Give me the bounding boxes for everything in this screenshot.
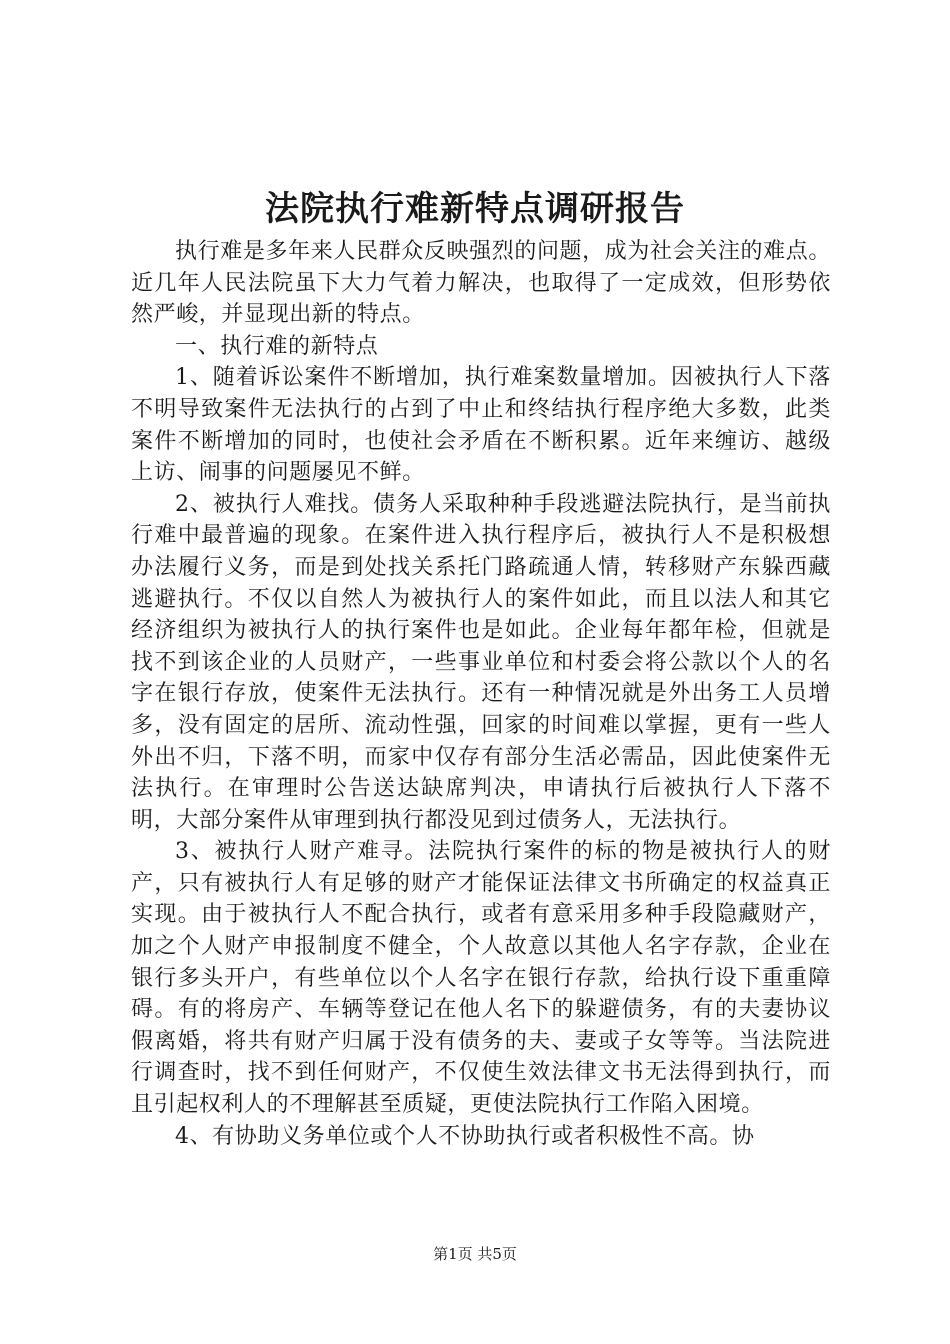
paragraph-point-4: 4、有协助义务单位或个人不协助执行或者积极性不高。协 [175,1123,755,1149]
paragraph-point-1: 1、随着诉讼案件不断增加，执行难案数量增加。因被执行人下落不明导致案件无法执行的占到了中止和终结执行程序绝大多数，此类案件不断增加的同时，也使社会矛盾在不断积累。近年来缠访、越级上访、闹事的问题屡见不鲜。 [131,365,831,486]
page-footer: 第1页 共5页 [433,1245,517,1263]
document-body [131,236,831,1152]
paragraph-point-3: 3、被执行人财产难寻。法院执行案件的标的物是被执行人的财产，只有被执行人有足够的财产才能保证法律文书所确定的权益真正实现。由于被执行人不配合执行，或者有意采用多种手段隐藏财产，加之个人财产申报制度不健全，个人故意以其他人名字存款，企业在银行多头开户，有些单位以个人名字在银行存款，给执行设下重重障碍。有的将房产、车辆等登记在他人名下的躲避债务，有的夫妻协议假离婚，将共有财产归属于没有债务的夫、妻或子女等等。当法院进行调查时，找不到任何财产，不仅使生效法律文书无法得到执行，而且引起权利人的不理解甚至质疑，更使法院执行工作陷入困境。 [131,839,831,1118]
paragraph-intro: 执行难是多年来人民群众反映强烈的问题，成为社会关注的难点。近几年人民法院虽下大力气着力解决，也取得了一定成效，但形势依然严峻，并显现出新的特点。 [131,239,831,328]
document-title: 法院执行难新特点调研报告 [265,189,685,229]
paragraph-point-2: 2、被执行人难找。债务人采取种种手段逃避法院执行，是当前执行难中最普遍的现象。在案件进入执行程序后，被执行人不是积极想办法履行义务，而是到处找关系托门路疏通人情，转移财产东躲西藏逃避执行。不仅以自然人为被执行人的案件如此，而且以法人和其它经济组织为被执行人的执行案件也是如此。企业每年都年检，但就是找不到该企业的人员财产，一些事业单位和村委会将公款以个人的名字在银行存放，使案件无法执行。还有一种情况就是外出务工人员增多，没有固定的居所、流动性强，回家的时间难以掌握，更有一些人外出不归，下落不明，而家中仅存有部分生活必需品，因此使案件无法执行。在审理时公告送达缺席判决，申请执行后被执行人下落不明，大部分案件从审理到执行都没见到过债务人，无法执行。 [131,491,831,833]
section-heading: 一、执行难的新特点 [175,333,379,359]
